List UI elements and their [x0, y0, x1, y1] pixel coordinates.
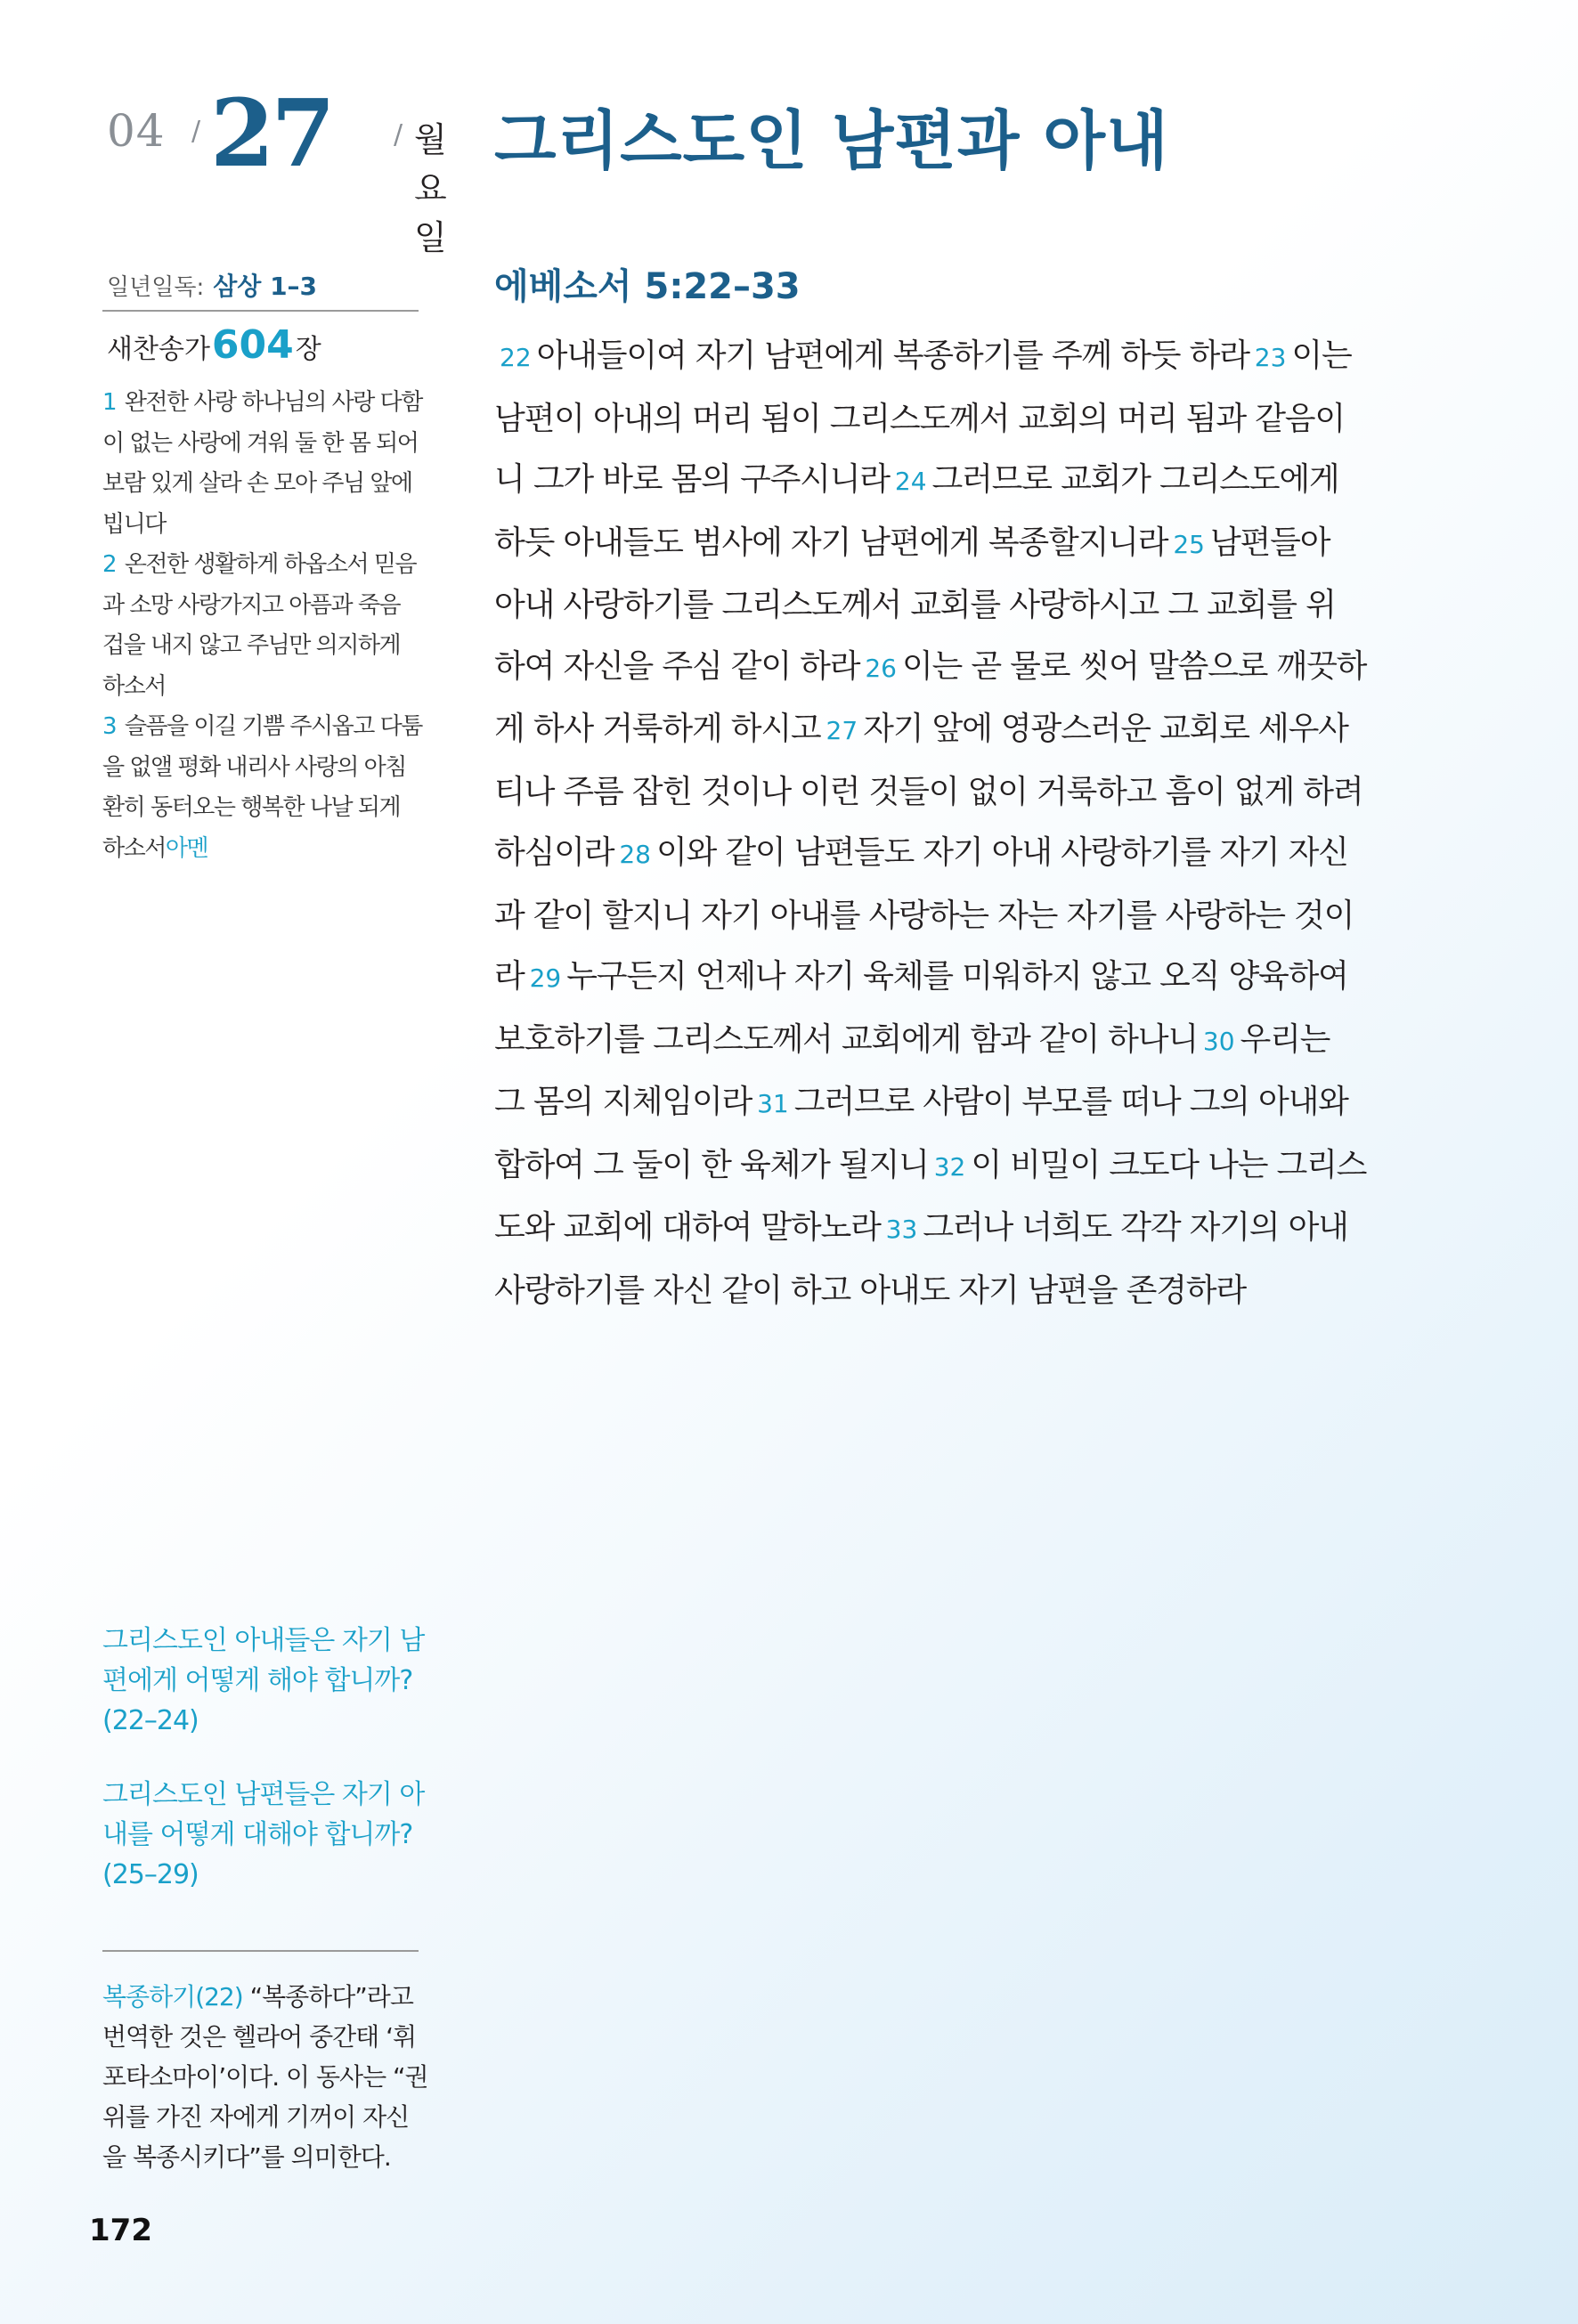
scripture-reference: 에베소서 5:22–33	[494, 266, 801, 307]
divider	[102, 1950, 419, 1952]
verse-number: 27	[826, 716, 858, 745]
verse-number: 22	[500, 343, 532, 372]
hymn-line-text: 겁을 내지 않고 주님만 의지하게	[102, 632, 401, 659]
verse-number: 32	[933, 1151, 966, 1182]
page-title: 그리스도인 남편과 아내	[494, 102, 1169, 178]
verse-text: 아내 사랑하기를 그리스도께서 교회를 사랑하시고 그 교회를 위	[494, 587, 1336, 623]
verse-text: 하심이라	[494, 834, 614, 871]
hymn-line-text: 을 없앨 평화 내리사 사랑의 아침	[102, 753, 406, 781]
verse-number: 28	[619, 840, 651, 869]
note-body	[102, 2017, 428, 2177]
verse-text: 보호하기를 그리스도께서 교회에게 함과 같이 하나니	[494, 1020, 1198, 1058]
note-line: 위를 가진 자에게 기꺼이 자신	[102, 2102, 410, 2132]
verse-text: 합하여 그 둘이 한 육체가 될지니	[494, 1146, 929, 1183]
scripture-line	[494, 886, 1420, 947]
study-questions	[102, 1621, 423, 1929]
note-text: “복종하다”라고	[249, 1982, 413, 2011]
hymn-line	[102, 667, 423, 708]
verse-text: 남편들아	[1209, 524, 1330, 561]
divider	[102, 310, 419, 312]
reading-label: 일년일독:	[107, 274, 205, 301]
hymn-lyrics	[102, 383, 423, 869]
question-line: 편에게 어떻게 해야 합니까?	[102, 1665, 413, 1696]
question-line: 그리스도인 아내들은 자기 남	[102, 1625, 425, 1656]
scripture-line	[494, 699, 1420, 762]
verse-text: 과 같이 할지니 자기 아내를 사랑하는 자는 자기를 사랑하는 것이	[494, 897, 1354, 934]
verse-text: 도와 교회에 대하여 말하노라	[494, 1209, 881, 1246]
scripture-line	[494, 1072, 1420, 1135]
scripture-line	[494, 389, 1420, 451]
hymn-prefix: 새찬송가	[107, 334, 210, 365]
scripture-line	[494, 947, 1420, 1010]
hymn-suffix: 장	[295, 334, 321, 365]
question-line: (25–29)	[102, 1859, 199, 1890]
scripture-line	[494, 513, 1420, 576]
scripture-text	[494, 326, 1420, 1321]
month: 04	[107, 105, 166, 157]
date-header	[107, 78, 447, 257]
reading-value: 삼상 1–3	[213, 272, 318, 301]
verse-text: 티나 주름 잡힌 것이나 이런 것들이 없이 거룩하고 흠이 없게 하려	[494, 773, 1363, 810]
hymn-line-text: 환히 동터오는 행복한 나날 되게	[102, 794, 401, 821]
question	[102, 1775, 423, 1895]
hymn-line	[102, 545, 423, 586]
question-line: 그리스도인 남편들은 자기 아	[102, 1779, 425, 1810]
verse-text: 이는	[1291, 337, 1352, 374]
question	[102, 1621, 423, 1741]
hymn-line-text: 빕니다	[102, 510, 166, 538]
question-line: (22–24)	[102, 1705, 199, 1736]
note-line: 을 복종시키다”를 의미한다.	[102, 2142, 391, 2172]
hymn-line-text: 슬픔을 이길 기쁨 주시옵고 다툼	[124, 713, 422, 740]
verse-text: 누구든지 언제나 자기 육체를 미워하지 않고 오직 양육하여	[566, 958, 1348, 995]
verse-number: 33	[885, 1215, 918, 1244]
hymn-line	[102, 383, 423, 424]
verse-text: 하여 자신을 주심 같이 하라	[494, 647, 860, 685]
hymn-line	[102, 748, 423, 789]
note-line: 포타소마이’이다. 이 동사는 “권	[102, 2062, 428, 2092]
hymn-line	[102, 505, 423, 546]
hymn-line	[102, 707, 423, 748]
hymn-line-text: 이 없는 사랑에 겨워 둘 한 몸 되어	[102, 429, 419, 457]
verse-text: 남편이 아내의 머리 됨이 그리스도께서 교회의 머리 됨과 같음이	[494, 400, 1345, 437]
verse-text: 니 그가 바로 몸의 구주시니라	[494, 461, 890, 498]
verse-text: 이와 같이 남편들도 자기 아내 사랑하기를 자기 자신	[655, 834, 1348, 871]
verse-text: 라	[494, 958, 525, 995]
scripture-line	[494, 1010, 1420, 1073]
hymn-line-text: 완전한 사랑 하나님의 사랑 다함	[124, 389, 422, 416]
date-separator: /	[191, 116, 201, 147]
hymn-number	[107, 322, 321, 368]
verse-text: 사랑하기를 자신 같이 하고 아내도 자기 남편을 존경하라	[494, 1272, 1246, 1309]
hymn-line	[102, 788, 423, 829]
verse-number: 26	[865, 653, 897, 683]
verse-text: 게 하사 거룩하게 하시고	[494, 711, 821, 747]
question-line: 내를 어떻게 대해야 합니까?	[102, 1819, 413, 1850]
page-number: 172	[89, 2213, 152, 2248]
note-term: 복종하기(22)	[102, 1982, 243, 2011]
hymn-verse-number: 1	[102, 389, 125, 416]
scripture-line	[494, 1261, 1420, 1322]
verse-text: 이 비밀이 크도다 나는 그리스	[971, 1146, 1367, 1183]
hymn-verse-number: 2	[102, 551, 125, 578]
scripture-line	[494, 823, 1420, 886]
hymn-line	[102, 424, 423, 465]
date-separator: /	[394, 119, 403, 150]
hymn-num: 604	[211, 322, 294, 368]
scripture-line	[494, 1198, 1420, 1261]
day: 27	[210, 78, 332, 188]
verse-number: 30	[1202, 1026, 1235, 1056]
verse-text: 아내들이여 자기 남편에게 복종하기를 주께 하듯 하라	[536, 337, 1249, 374]
verse-number: 24	[894, 467, 927, 496]
scripture-line	[494, 326, 1420, 389]
amen: 아멘	[165, 834, 208, 862]
hymn-line	[102, 829, 423, 870]
hymn-line-text: 온전한 생활하게 하옵소서 믿음	[124, 551, 417, 578]
yearly-reading	[107, 267, 317, 303]
verse-text: 그러므로 사람이 부모를 떠나 그의 아내와	[793, 1084, 1348, 1120]
word-note	[102, 1977, 428, 2177]
verse-text: 이는 곧 물로 씻어 말씀으로 깨끗하	[901, 647, 1367, 685]
scripture-line	[494, 575, 1420, 637]
verse-text: 그러므로 교회가 그리스도에게	[931, 461, 1339, 498]
scripture-line	[494, 450, 1420, 513]
scripture-line	[494, 637, 1420, 700]
verse-text: 그 몸의 지체임이라	[494, 1084, 752, 1120]
note-line: 번역한 것은 헬라어 중간태 ‘휘	[102, 2022, 417, 2052]
scripture-line	[494, 1135, 1420, 1199]
verse-number: 29	[529, 963, 562, 993]
verse-number: 23	[1254, 343, 1287, 372]
hymn-line	[102, 586, 423, 627]
hymn-verse-number: 3	[102, 713, 125, 740]
hymn-line-text: 하소서	[102, 834, 166, 862]
hymn-line	[102, 464, 423, 505]
hymn-line-text: 보람 있게 살라 손 모아 주님 앞에	[102, 470, 412, 497]
verse-number: 31	[757, 1089, 789, 1118]
verse-text: 자기 앞에 영광스러운 교회로 세우사	[863, 711, 1348, 747]
verse-text: 우리는	[1240, 1020, 1330, 1058]
hymn-line-text: 하소서	[102, 672, 166, 700]
note-line	[102, 1977, 423, 2017]
weekday: 월요일	[414, 120, 447, 257]
verse-text: 그러나 너희도 각각 자기의 아내	[923, 1209, 1348, 1246]
scripture-line	[494, 762, 1420, 824]
verse-text: 하듯 아내들도 범사에 자기 남편에게 복종할지니라	[494, 524, 1168, 561]
verse-number: 25	[1173, 529, 1205, 559]
hymn-line	[102, 626, 423, 667]
hymn-line-text: 과 소망 사랑가지고 아픔과 죽음	[102, 591, 401, 619]
